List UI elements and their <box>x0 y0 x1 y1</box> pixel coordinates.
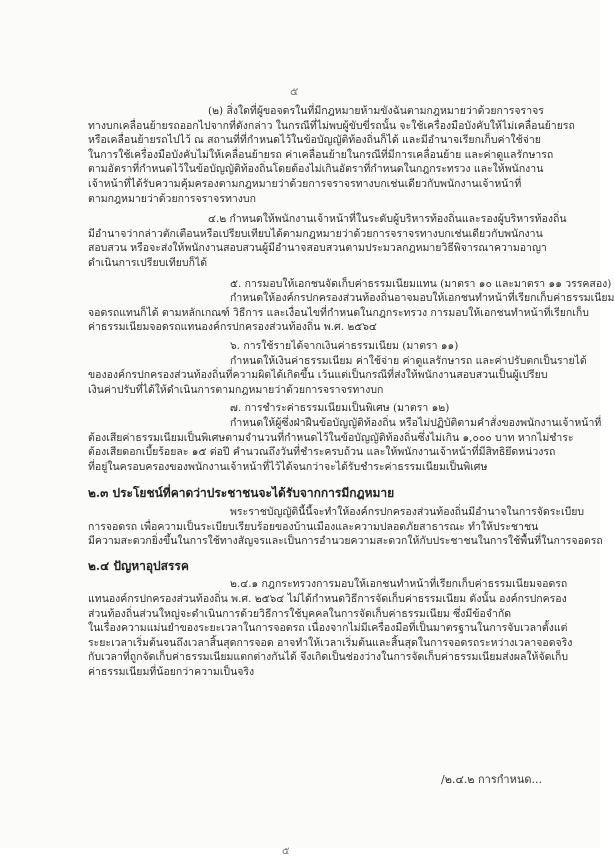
continuation-footer: /๒.๔.๒ การกำหนด... <box>440 773 542 786</box>
paragraph-line: หรือเคลื่อนย้ายรถไปไว้ ณ สถานที่ที่กำหนดไว้ในข้อบัญญัติท้องถิ่นก็ได้ และมีอำนาจเรียกเก็บค่าใช้จ่าย <box>88 134 541 147</box>
paragraph-line: ส่วนท้องถิ่นส่วนใหญ่จะดำเนินการด้วยวิธีการใช้บุคคลในการจัดเก็บค่าธรรมเนียม ซึ่งมีข้อจำกัด <box>88 607 512 620</box>
paragraph-line: ในเรื่องความแม่นยำของระยะเวลาในการจอดรถ เนื่องจากไม่มีเครื่องมือที่เป็นมาตรฐานในการจับเวลาตั้งแต่ <box>88 622 568 635</box>
paragraph-line: จอดรถแทนก็ได้ ตามหลักเกณฑ์ วิธีการ และเงื่อนไขที่กำหนดในกฎกระทรวง การมอบให้เอกชนทำหน้าที่เรียกเก็บ <box>88 306 589 319</box>
paragraph-line: เงินค่าปรับที่ได้ให้ดำเนินการตามกฎหมายว่าด้วยการจราจรทางบก <box>88 383 384 396</box>
paragraph-line: พระราชบัญญัตินี้นี้จะทำให้องค์กรปกครองส่วนท้องถิ่นมีอำนาจในการจัดระเบียบ <box>230 506 585 518</box>
paragraph-line: มีความสะดวกยิ่งขึ้นในการใช้ทางสัญจรและเป็นการอำนวยความสะดวกให้กับประชาชนในการใช้พื้นที่ในการจอดรถ <box>88 535 603 548</box>
paragraph-line: ดำเนินการเปรียบเทียบก็ได้ <box>88 257 208 269</box>
paragraph-line: แทนองค์กรปกครองส่วนท้องถิ่น พ.ศ. ๒๕๖๔ ไม่ได้กำหนดวิธีการจัดเก็บค่าธรรมเนียม ดังนั้น องค์กรปกครอง <box>88 593 567 605</box>
page-number-bottom: ๕ <box>282 846 290 857</box>
paragraph-line: สอบสวน หรือจะส่งให้พนักงานสอบสวนผู้มีอำนาจสอบสวนตามประมวลกฎหมายวิธีพิจารณาความอาญา <box>88 242 547 255</box>
paragraph-line: ต้องเสียค่าธรรมเนียมเป็นพิเศษตามจำนวนที่กำหนดไว้ในข้อบัญญัติท้องถิ่นซึ่งไม่เกิน ๑,๐๐๐ บาท หากไม่ชำระ <box>88 431 574 444</box>
section-heading: ๒.๓ ประโยชน์ที่คาดว่าประชาชนจะได้รับจากการมีกฎหมาย <box>88 486 395 501</box>
section-heading: ๒.๔ ปัญหาอุปสรรค <box>88 558 189 573</box>
paragraph-line: กำหนดให้องค์กรปกครองส่วนท้องถิ่นอาจมอบให้เอกชนทำหน้าที่เรียกเก็บค่าธรรมเนียม <box>230 292 614 305</box>
paragraph-line: กำหนดให้ผู้ซึ่งฝ่าฝืนข้อบัญญัติท้องถิ่น หรือไม่ปฏิบัติตามคำสั่งของพนักงานเจ้าหน้าที่ <box>230 417 602 429</box>
paragraph-line: ต้องเสียดอกเบี้ยร้อยละ ๑๕ ต่อปี คำนวณถึงวันที่ชำระครบถ้วน และให้พนักงานเจ้าหน้าที่มีสิทธิยึดหน่วงรถ <box>88 446 556 459</box>
paragraph-line: ค่าธรรมเนียมจอดรถแทนองค์กรปกครองส่วนท้องถิ่น พ.ศ. ๒๕๖๔ <box>88 321 377 334</box>
paragraph-line: มีอำนาจว่ากล่าวตักเตือนหรือเปรียบเทียบได้ตามกฎหมายว่าด้วยการจราจรทางบกเช่นเดียวกับพนักงาน <box>88 227 543 240</box>
paragraph-line: ๕. การมอบให้เอกชนจัดเก็บค่าธรรมเนียมแทน (มาตรา ๑๐ และมาตรา ๑๑ วรรคสอง) <box>230 277 612 290</box>
paragraph-line: เจ้าหน้าที่ได้รับความคุ้มครองตามกฎหมายว่าด้วยการจราจรทางบกเช่นเดียวกับพนักงานเจ้าหน้าที่ <box>88 178 522 190</box>
page-number-top: ๕ <box>290 85 299 98</box>
paragraph-line: ตามกฎหมายว่าด้วยการจราจรทางบก <box>88 192 256 205</box>
paragraph-line: ในการใช้เครื่องมือบังคับไม่ให้เคลื่อนย้ายรถ ค่าเคลื่อนย้ายในกรณีที่มีการเคลื่อนย้าย และค่าดูแลรักษารถ <box>88 148 554 161</box>
paragraph-line: ค่าธรรมเนียมที่น้อยกว่าความเป็นจริง <box>88 666 255 678</box>
paragraph-line: ๔.๒ กำหนดให้พนักงานเจ้าหน้าที่ในระดับผู้บริหารท้องถิ่นและรองผู้บริหารท้องถิ่น <box>208 213 567 226</box>
paragraph-line: ทางบกเคลื่อนย้ายรถออกไปจากที่ดังกล่าว ในกรณีที่ไม่พบผู้ขับขี่รถนั้น จะใช้เครื่องมือบังคับให้ไม่เคลื่อนย้ายรถ <box>88 119 575 132</box>
paragraph-line: ที่อยู่ในครอบครองของพนักงานเจ้าหน้าที่ไว้ได้จนกว่าจะได้รับชำระค่าธรรมเนียมเป็นพิเศษ <box>88 460 488 473</box>
paragraph-line: ขององค์กรปกครองส่วนท้องถิ่นที่ความผิดได้เกิดขึ้น เว้นแต่เป็นกรณีที่ส่งให้พนักงานสอบสวนเป็นผู้เปรียบ <box>88 369 548 382</box>
paragraph-line: การจอดรถ เพื่อความเป็นระเบียบเรียบร้อยของบ้านเมืองและความปลอดภัยสาธารณะ ทำให้ประชาชน <box>88 520 539 533</box>
paragraph-line: (๒) สิ่งใดที่ผู้ขอจดรในที่มีกฎหมายห้ามขังฉันตามกฎหมายว่าด้วยการจราจร <box>208 105 544 117</box>
paragraph-line: กำหนดให้เงินค่าธรรมเนียม ค่าใช้จ่าย ค่าดูแลรักษารถ และค่าปรับตกเป็นรายได้ <box>230 354 587 367</box>
paragraph-line: กับเวลาที่ถูกจัดเก็บค่าธรรมเนียมแตกต่างกันได้ จึงเกิดเป็นช่องว่างในการจัดเก็บค่าธรรมเนียมส่งผลให้จัดเก็บ <box>88 651 569 664</box>
paragraph-line: ๗. การชำระค่าธรรมเนียมเป็นพิเศษ (มาตรา ๑๒) <box>230 402 450 415</box>
paragraph-line: ระยะเวลาเริ่มต้นจนถึงเวลาสิ้นสุดการจอด อาจทำให้เวลาเริ่มต้นและสิ้นสุดในการจอดรถระหว่างเวลาจอดจริง <box>88 636 573 649</box>
paragraph-line: ๖. การใช้รายได้จากเงินค่าธรรมเนียม (มาตรา ๑๑) <box>230 340 459 352</box>
paragraph-line: ๒.๔.๑ กฎกระทรวงการมอบให้เอกชนทำหน้าที่เรียกเก็บค่าธรรมเนียมจอดรถ <box>230 578 568 591</box>
paragraph-line: ตามอัตราที่กำหนดไว้ในข้อบัญญัติท้องถิ่นโดยต้องไม่เกินอัตราที่กำหนดในกฎกระทรวง และให้พนักงาน <box>88 163 544 176</box>
